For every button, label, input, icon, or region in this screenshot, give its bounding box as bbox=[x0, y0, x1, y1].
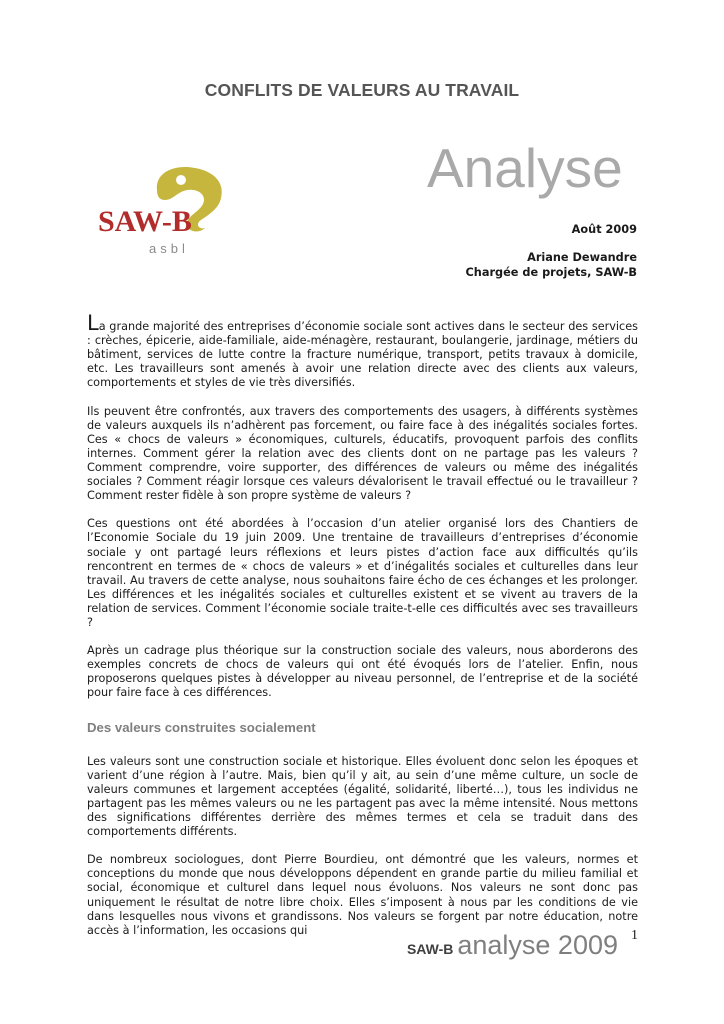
page-number: 1 bbox=[631, 928, 638, 943]
footer-brand: SAW-B bbox=[406, 941, 454, 957]
section-heading: Des valeurs construites socialement bbox=[87, 719, 316, 735]
saw-b-logo bbox=[95, 160, 235, 260]
footer-analyse-label: analyse 2009 bbox=[457, 930, 618, 960]
paragraph-1 bbox=[87, 311, 638, 390]
paragraph-5: Les valeurs sont une construction sociale et historique. Elles évoluent donc selon les époques et varient d’une région à l’autre. Mais, bien qu’il y ait, au sein d’une même culture, un socle de valeurs communes et largement acceptées (égalité, solidarité, liberté…), tous les individus ne partagent pas les mêmes valeurs ou ne les partagent pas avec la même intensité. Nous mettons des significations différentes derrière des mêmes termes et cela se traduit dans des comportements différents. bbox=[87, 754, 638, 839]
paragraph-2: Ils peuvent être confrontés, aux travers des comportements des usagers, à différents systèmes de valeurs auxquels ils n’adhèrent pas forcement, ou faire face à des inégalités sociales fortes. Ces « chocs de valeurs » économiques, culturels, éducatifs, provoquent parfois des conflits internes. Comment gérer la relation avec des clients dont on ne partage pas les valeurs ? Comment comprendre, voire supporter, des différences de valeurs ou même des inégalités sociales ? Comment réagir lorsque ces valeurs dévalorisent le travail effectué ou le travailleur ? Comment rester fidèle à son propre système de valeurs ? bbox=[87, 404, 638, 503]
document-date: Août 2009 bbox=[571, 223, 637, 236]
logo-subtext: asbl bbox=[149, 241, 189, 256]
author-name: Ariane Dewandre bbox=[527, 251, 637, 264]
saw-b-logo-graphic bbox=[95, 160, 235, 260]
logo-wordmark: SAW-B bbox=[98, 205, 192, 238]
document-type-label: Analyse bbox=[427, 137, 623, 199]
paragraph-3: Ces questions ont été abordées à l’occasion d’un atelier organisé lors des Chantiers de l’Economie Sociale du 19 juin 2009. Une trentaine de travailleurs d’entreprises d’économie sociale y ont partagé leurs réflexions et leurs pistes d’action face aux difficultés qu’ils rencontrent en termes de « chocs de valeurs » et d’inégalités sociales et culturelles dans leur travail. Au travers de cette analyse, nous souhaitons faire écho de ces échanges et les prolonger. Les différences et les inégalités sociales et culturelles existent et se vivent au travers de la relation de services. Comment l’économie sociale traite-t-elle ces difficultés avec ses travailleurs ? bbox=[87, 517, 638, 629]
page-footer bbox=[407, 930, 618, 961]
document-body bbox=[87, 311, 638, 952]
paragraph-1-text: a grande majorité des entreprises d’économie sociale sont actives dans le secteur des services : crèches, épicerie, aide-familiale, aide-ménagère, restaurant, boulangerie, jardinage, métiers du bâtiment, services de lutte contre la fracture numérique, transport, petits travaux à domicile, etc. Les travailleurs sont amenés à avoir une relation directe avec des clients aux valeurs, comportements et styles de vie très diversifiés. bbox=[87, 320, 638, 390]
paragraph-4: Après un cadrage plus théorique sur la construction sociale des valeurs, nous aborderons des exemples concrets de chocs de valeurs qui ont été évoqués lors de l’atelier. Enfin, nous proposerons quelques pistes à développer au niveau personnel, de l’entreprise et de la société pour faire face à ces différences. bbox=[87, 644, 638, 700]
paragraph-6: De nombreux sociologues, dont Pierre Bourdieu, ont démontré que les valeurs, normes et conceptions du monde que nous développons dépendent en grande partie du milieu familial et social, économique et culturel dans lequel nous évoluons. Nos valeurs ne sont donc pas uniquement le résultat de notre libre choix. Elles s’imposent à nous par les conditions de vie dans lesquelles nous vivons et grandissons. Nos valeurs se forgent par notre éducation, notre accès à l’information, les occasions qui bbox=[87, 853, 638, 937]
drop-cap: L bbox=[87, 311, 99, 335]
author-role: Chargée de projets, SAW-B bbox=[465, 266, 637, 279]
document-title: CONFLITS DE VALEURS AU TRAVAIL bbox=[204, 80, 520, 100]
